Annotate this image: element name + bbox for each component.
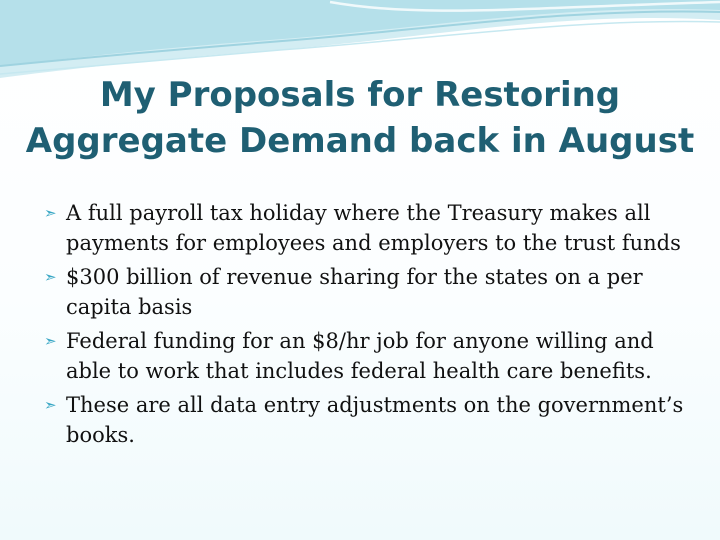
title-line-2: Aggregate Demand back in August (25, 121, 695, 161)
arrow-bullet-icon: ➣ (44, 396, 57, 414)
bullet-text: These are all data entry adjustments on the government’s books. (66, 393, 684, 447)
bullet-item-payroll-tax-holiday (44, 198, 684, 258)
slide-title (20, 72, 700, 164)
arrow-bullet-icon: ➣ (44, 332, 57, 350)
bullet-item-data-entry (44, 390, 684, 450)
title-line-1: My Proposals for Restoring (99, 75, 621, 115)
bullet-item-revenue-sharing (44, 262, 684, 322)
bullet-text: $300 billion of revenue sharing for the states on a per capita basis (66, 265, 643, 319)
bullet-text: Federal funding for an $8/hr job for anyone willing and able to work that includes federal health care benefits. (66, 329, 654, 383)
bullet-text: A full payroll tax holiday where the Treasury makes all payments for employees and employers to the trust funds (66, 201, 681, 255)
bullet-item-federal-jobs (44, 326, 684, 386)
arrow-bullet-icon: ➣ (44, 204, 57, 222)
arrow-bullet-icon: ➣ (44, 268, 57, 286)
bullet-list (44, 198, 684, 454)
